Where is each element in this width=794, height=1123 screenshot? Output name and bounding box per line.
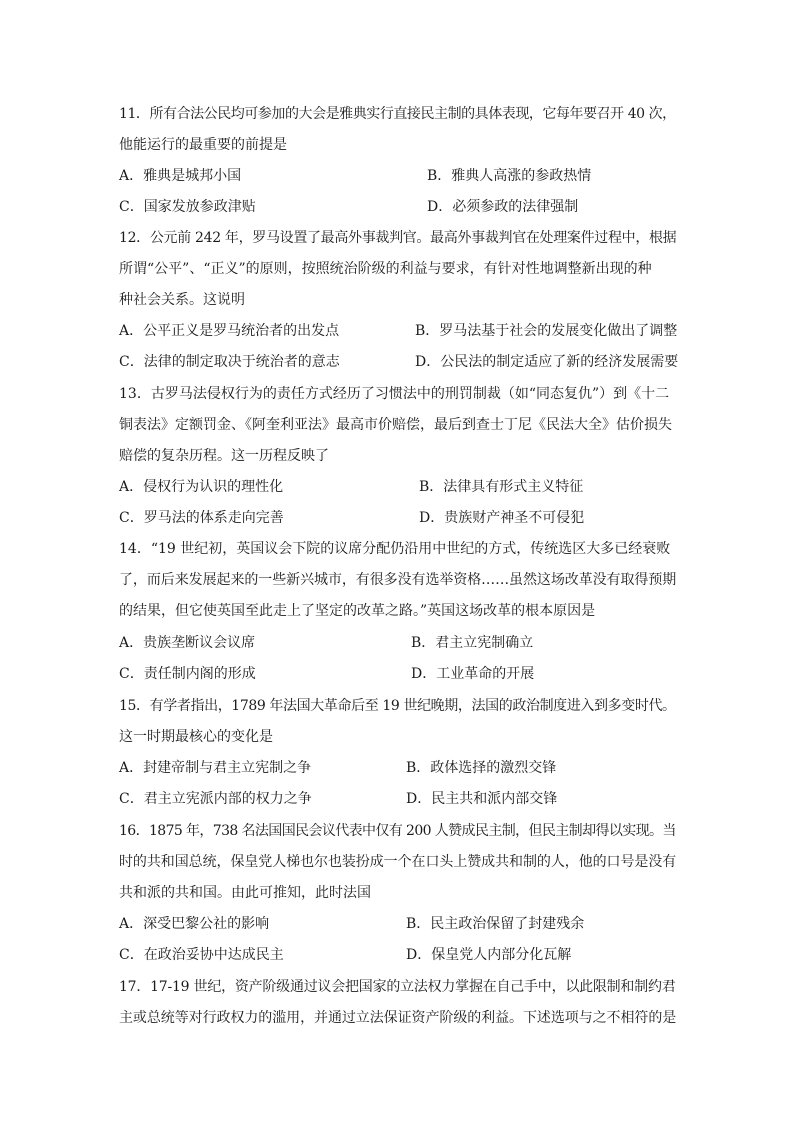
q15-option-a: A．封建帝制与君主立宪制之争 [119,760,312,776]
q13-option-c: C．罗马法的体系走向完善 [119,510,284,526]
q11-option-c: C．国家发放参政津贴 [119,199,256,215]
q14-stem-line-1: 14．“19 世纪初，英国议会下院的议席分配仍沿用中世纪的方式，传统选区大多已经衰败 [119,541,671,557]
q12-option-d: D．公民法的制定适应了新的经济发展需要 [415,354,679,370]
q16-stem-line-3: 共和派的共和国。由此可推知，此时法国 [119,885,371,901]
q12-stem-line-1: 12．公元前 242 年，罗马设置了最高外事裁判官。最高外事裁判官在处理案件过程中，根据 [119,230,677,246]
q15-stem-line-2: 这一时期最核心的变化是 [119,729,273,745]
q16-stem-line-1: 16．1875 年，738 名法国国民会议代表中仅有 200 人赞成民主制，但民主制却得以实现。当 [119,823,676,839]
q11-stem-line-1: 11．所有合法公民均可参加的大会是雅典实行直接民主制的具体表现，它每年要召开 40 次， [119,106,676,122]
q16-stem-line-2: 时的共和国总统，保皇党人梯也尔也装扮成一个在口头上赞成共和制的人，他的口号是没有 [119,854,677,870]
q17-stem-line-2: 主或总统等对行政权力的滥用，并通过立法保证资产阶级的利益。下述选项与之不相符的是 [119,1010,677,1026]
q15-option-c: C．君主立宪派内部的权力之争 [119,791,312,807]
q13-option-a: A．侵权行为认识的理性化 [119,479,284,495]
q12-stem-line-3: 种社会关系。这说明 [119,292,245,308]
q12-option-c: C．法律的制定取决于统治者的意志 [119,354,340,370]
q13-stem-line-2: 铜表法》定额罚金、《阿奎利亚法》最高市价赔偿，最后到查士丁尼《民法大全》估价损失 [119,417,672,433]
q11-option-a: A．雅典是城邦小国 [119,168,242,184]
q15-option-d: D．民主共和派内部交锋 [406,791,558,807]
q13-stem-line-1: 13．古罗马法侵权行为的责任方式经历了习惯法中的刑罚制裁（如“同态复仇”）到《十二 [119,386,670,402]
q16-option-b: B．民主政治保留了封建残余 [406,916,585,932]
q14-option-a: A．贵族垄断议会议席 [119,635,256,651]
q11-option-d: D．必须参政的法律强制 [427,199,579,215]
q16-option-d: D．保皇党人内部分化瓦解 [406,947,572,963]
q16-option-c: C．在政治妥协中达成民主 [119,947,284,963]
q13-stem-line-3: 赔偿的复杂历程。这一历程反映了 [119,448,329,464]
q11-stem-line-2: 他能运行的最重要的前提是 [119,137,287,153]
q14-option-b: B．君主立宪制确立 [411,635,534,651]
q12-option-b: B．罗马法基于社会的发展变化做出了调整 [415,323,678,339]
q14-option-c: C．责任制内阁的形成 [119,666,256,682]
q12-option-a: A．公平正义是罗马统治者的出发点 [119,323,340,339]
q13-option-b: B．法律具有形式主义特征 [419,479,584,495]
q17-stem-line-1: 17．17-19 世纪，资产阶级通过议会把国家的立法权力掌握在自己手中，以此限制和制约君 [119,979,676,995]
q12-stem-line-2: 所谓“公平”、“正义”的原则，按照统治阶级的利益与要求，有针对性地调整新出现的种 [119,261,652,277]
q13-option-d: D．贵族财产神圣不可侵犯 [419,510,585,526]
q15-stem-line-1: 15．有学者指出，1789 年法国大革命后至 19 世纪晚期，法国的政治制度进入到多变时代。 [119,698,676,714]
q15-option-b: B．政体选择的激烈交锋 [406,760,557,776]
q14-stem-line-2: 了，而后来发展起来的一些新兴城市，有很多没有选举资格……虽然这场改革没有取得预期 [119,572,677,588]
q11-option-b: B．雅典人高涨的参政热情 [427,168,592,184]
q16-option-a: A．深受巴黎公社的影响 [119,916,270,932]
q14-stem-line-3: 的结果，但它使英国至此走上了坚定的改革之路。”英国这场改革的根本原因是 [119,603,596,619]
q14-option-d: D．工业革命的开展 [411,666,535,682]
